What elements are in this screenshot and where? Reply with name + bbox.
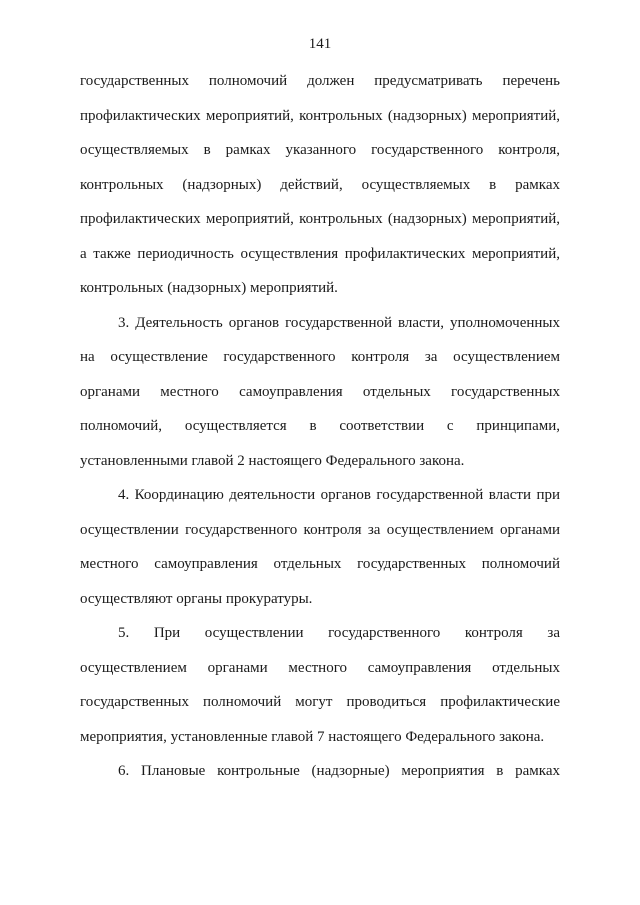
paragraph-continuation: государственных полномочий должен предусматривать перечень профилактических мероприятий, контрольных (надзорных) мероприятий, осуществляемых в рамках указанного государственного контроля, контрольных (надзорных) действий, осуществляемых в рамках профилактических мероприятий, контрольных (надзорных) мероприятий, а также периодичность осуществления профилактических мероприятий, контрольных (надзорных) мероприятий. bbox=[80, 73, 560, 296]
paragraph-item-3: 3. Деятельность органов государственной власти, уполномоченных на осуществление государственного контроля за осуществлением органами местного самоуправления отдельных государственных полномочий, осуществляется в соответствии с принципами, установленными главой 2 настоящего Федерального закона. bbox=[80, 314, 560, 469]
document-body bbox=[80, 64, 560, 789]
paragraph-item-6: 6. Плановые контрольные (надзорные) мероприятия в рамках bbox=[118, 763, 560, 779]
page-number: 141 bbox=[308, 36, 332, 52]
paragraph-item-5: 5. При осуществлении государственного контроля за осуществлением органами местного самоуправления отдельных государственных полномочий могут проводиться профилактические мероприятия, установленные главой 7 настоящего Федерального закона. bbox=[80, 625, 560, 745]
paragraph-item-4: 4. Координацию деятельности органов государственной власти при осуществлении государственного контроля за осуществлением органами местного самоуправления отдельных государственных полномочий осуществляют органы прокуратуры. bbox=[80, 487, 560, 607]
